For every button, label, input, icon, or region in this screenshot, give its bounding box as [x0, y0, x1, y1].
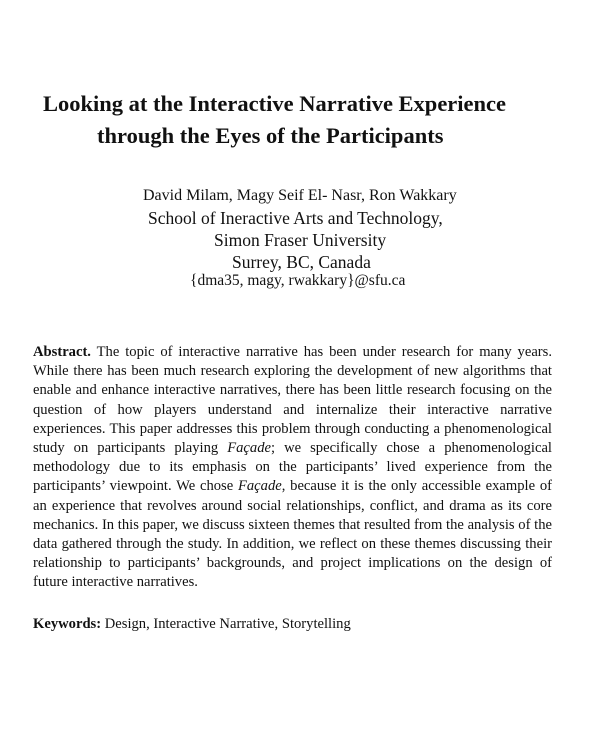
abstract-facade-title-1: Façade	[227, 440, 271, 457]
abstract-text-part-1: The topic of interactive narrative has been under research for many years. While there has been much research exploring the development of new algorithms that enable and enhance interactive narratives, there has been little research focusing on the question of how players understand and internalize their interactive narrative experiences. This paper addresses this problem through conducting a phenomenological study on participants playing	[33, 344, 552, 457]
author-emails: {dma35, magy, rwakkary}@sfu.ca	[190, 272, 406, 289]
paper-title-line-1: Looking at the Interactive Narrative Experience	[43, 91, 507, 116]
author-university: Simon Fraser University	[214, 230, 387, 250]
keywords-text: Design, Interactive Narrative, Storytelling	[101, 616, 351, 632]
author-location: Surrey, BC, Canada	[232, 252, 371, 272]
keywords-line	[33, 615, 563, 634]
paper-title-line-2: through the Eyes of the Participants	[97, 123, 444, 148]
abstract-text-part-3: , because it is the only accessible example of an experience that revolves around social relationships, conflict, and drama as its core mechanics. In this paper, we discuss sixteen themes that resulted from the analysis of the data gathered through the study. In addition, we reflect on these themes discussing their relationship to participants’ backgrounds, and project implications on the design of future interactive narratives.	[33, 478, 552, 591]
abstract-label: Abstract.	[33, 344, 91, 360]
author-names: David Milam, Magy Seif El- Nasr, Ron Wakkary	[143, 187, 457, 204]
abstract-facade-title-2: Façade	[237, 478, 282, 495]
abstract-paragraph	[33, 343, 552, 593]
author-school: School of Ineractive Arts and Technology,	[148, 208, 443, 228]
abstract-text-part-2: ; we specifically chose a phenomenological methodology due to its emphasis on the participants’ lived experience from the participants’ viewpoint. We chose	[33, 440, 552, 495]
keywords-label: Keywords:	[33, 616, 102, 632]
